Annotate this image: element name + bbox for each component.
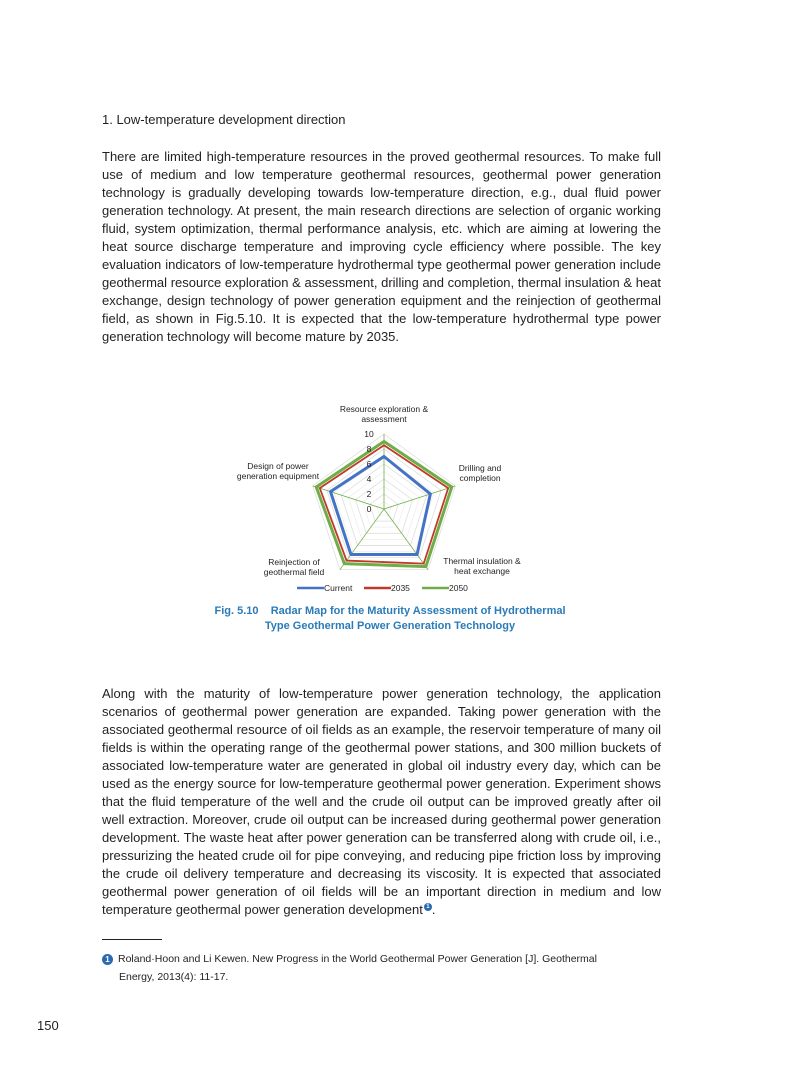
page-number: 150: [37, 1018, 59, 1033]
paragraph-1: There are limited high-temperature resources in the proved geothermal resources. To make full use of medium and low temperature geothermal resources, geothermal power generation technology is gradually developing towards low-temperature direction, e.g., dual fluid power generation technology. At present, the main research directions are selection of organic working fluid, system optimization, thermal performance analysis, etc. which are aiming at lowering the heat source discharge temperature and improving cycle efficiency where possible. The key evaluation indicators of low-temperature hydrothermal type geothermal power generation include geothermal resource exploration & assessment, drilling and completion, thermal insulation & heat exchange, design technology of power generation equipment and the reinjection of geothermal field, as shown in Fig.5.10. It is expected that the low-temperature hydrothermal type power generation technology will become mature by 2035.: [102, 149, 661, 344]
category-label: Drilling and: [458, 463, 502, 473]
category-label: Reinjection of: [268, 557, 320, 567]
legend-label: Current: [324, 583, 353, 593]
radar-chart-svg: [200, 396, 580, 606]
footnote-line-1: [102, 950, 661, 968]
paragraph-2-period: .: [431, 902, 436, 917]
category-label: Design of power: [247, 461, 309, 471]
category-label: Resource exploration &: [339, 404, 429, 414]
category-label: completion: [459, 473, 501, 483]
footnote-number-icon: 1: [102, 954, 113, 965]
tick-label: 10: [364, 429, 374, 439]
category-label: generation equipment: [236, 471, 320, 481]
figure-caption: [150, 604, 630, 634]
tick-label: 8: [366, 444, 372, 454]
category-label: assessment: [361, 414, 407, 424]
footnote-divider: [102, 939, 162, 940]
tick-label: 4: [366, 474, 372, 484]
category-label: heat exchange: [454, 566, 510, 576]
footnote-reference-icon[interactable]: 1: [424, 903, 432, 911]
footnote-text-2: Energy, 2013(4): 11-17.: [119, 971, 229, 983]
radar-chart: [200, 396, 580, 606]
caption-line-1: Fig. 5.10 Radar Map for the Maturity Assessment of Hydrothermal: [214, 605, 566, 617]
paragraph-2: [102, 685, 661, 919]
tick-label: 0: [366, 504, 372, 514]
footnote-text-1: Roland·Hoon and Li Kewen. New Progress in the World Geothermal Power Generation [J]. Geothermal: [118, 953, 597, 965]
legend-label: 2050: [449, 583, 468, 593]
tick-label: 2: [366, 489, 372, 499]
legend-label: 2035: [391, 583, 410, 593]
category-label: Thermal insulation &: [443, 556, 521, 566]
tick-label: 6: [366, 459, 372, 469]
caption-line-2: Type Geothermal Power Generation Technology: [264, 620, 516, 632]
section-heading: 1. Low-temperature development direction: [102, 112, 346, 127]
category-label: geothermal field: [263, 567, 325, 577]
paragraph-2-text: Along with the maturity of low-temperature power generation technology, the application scenarios of geothermal power generation are expanded. Taking power generation with the associated geothermal resource of oil fields as an example, the reservoir temperature of many oil fields is within the operating range of the geothermal power stations, and 300 million buckets of associated low-temperature water are generated in global oil industry every day, which can be used as the energy source for low-temperature geothermal power generation. Experiment shows that the fluid temperature of the well and the crude oil output can be improved greatly after oil well extraction. Moreover, crude oil output can be increased during geothermal power generation development. The waste heat after power generation can be transferred along with crude oil, i.e., pressurizing the heated crude oil for pipe conveying, and reducing pipe friction loss by improving the crude oil delivery temperature and decreasing its viscosity. It is expected that associated geothermal power generation of oil fields will be an important direction in medium and low temperature geothermal power generation development: [102, 686, 661, 917]
footnote: [102, 950, 661, 986]
